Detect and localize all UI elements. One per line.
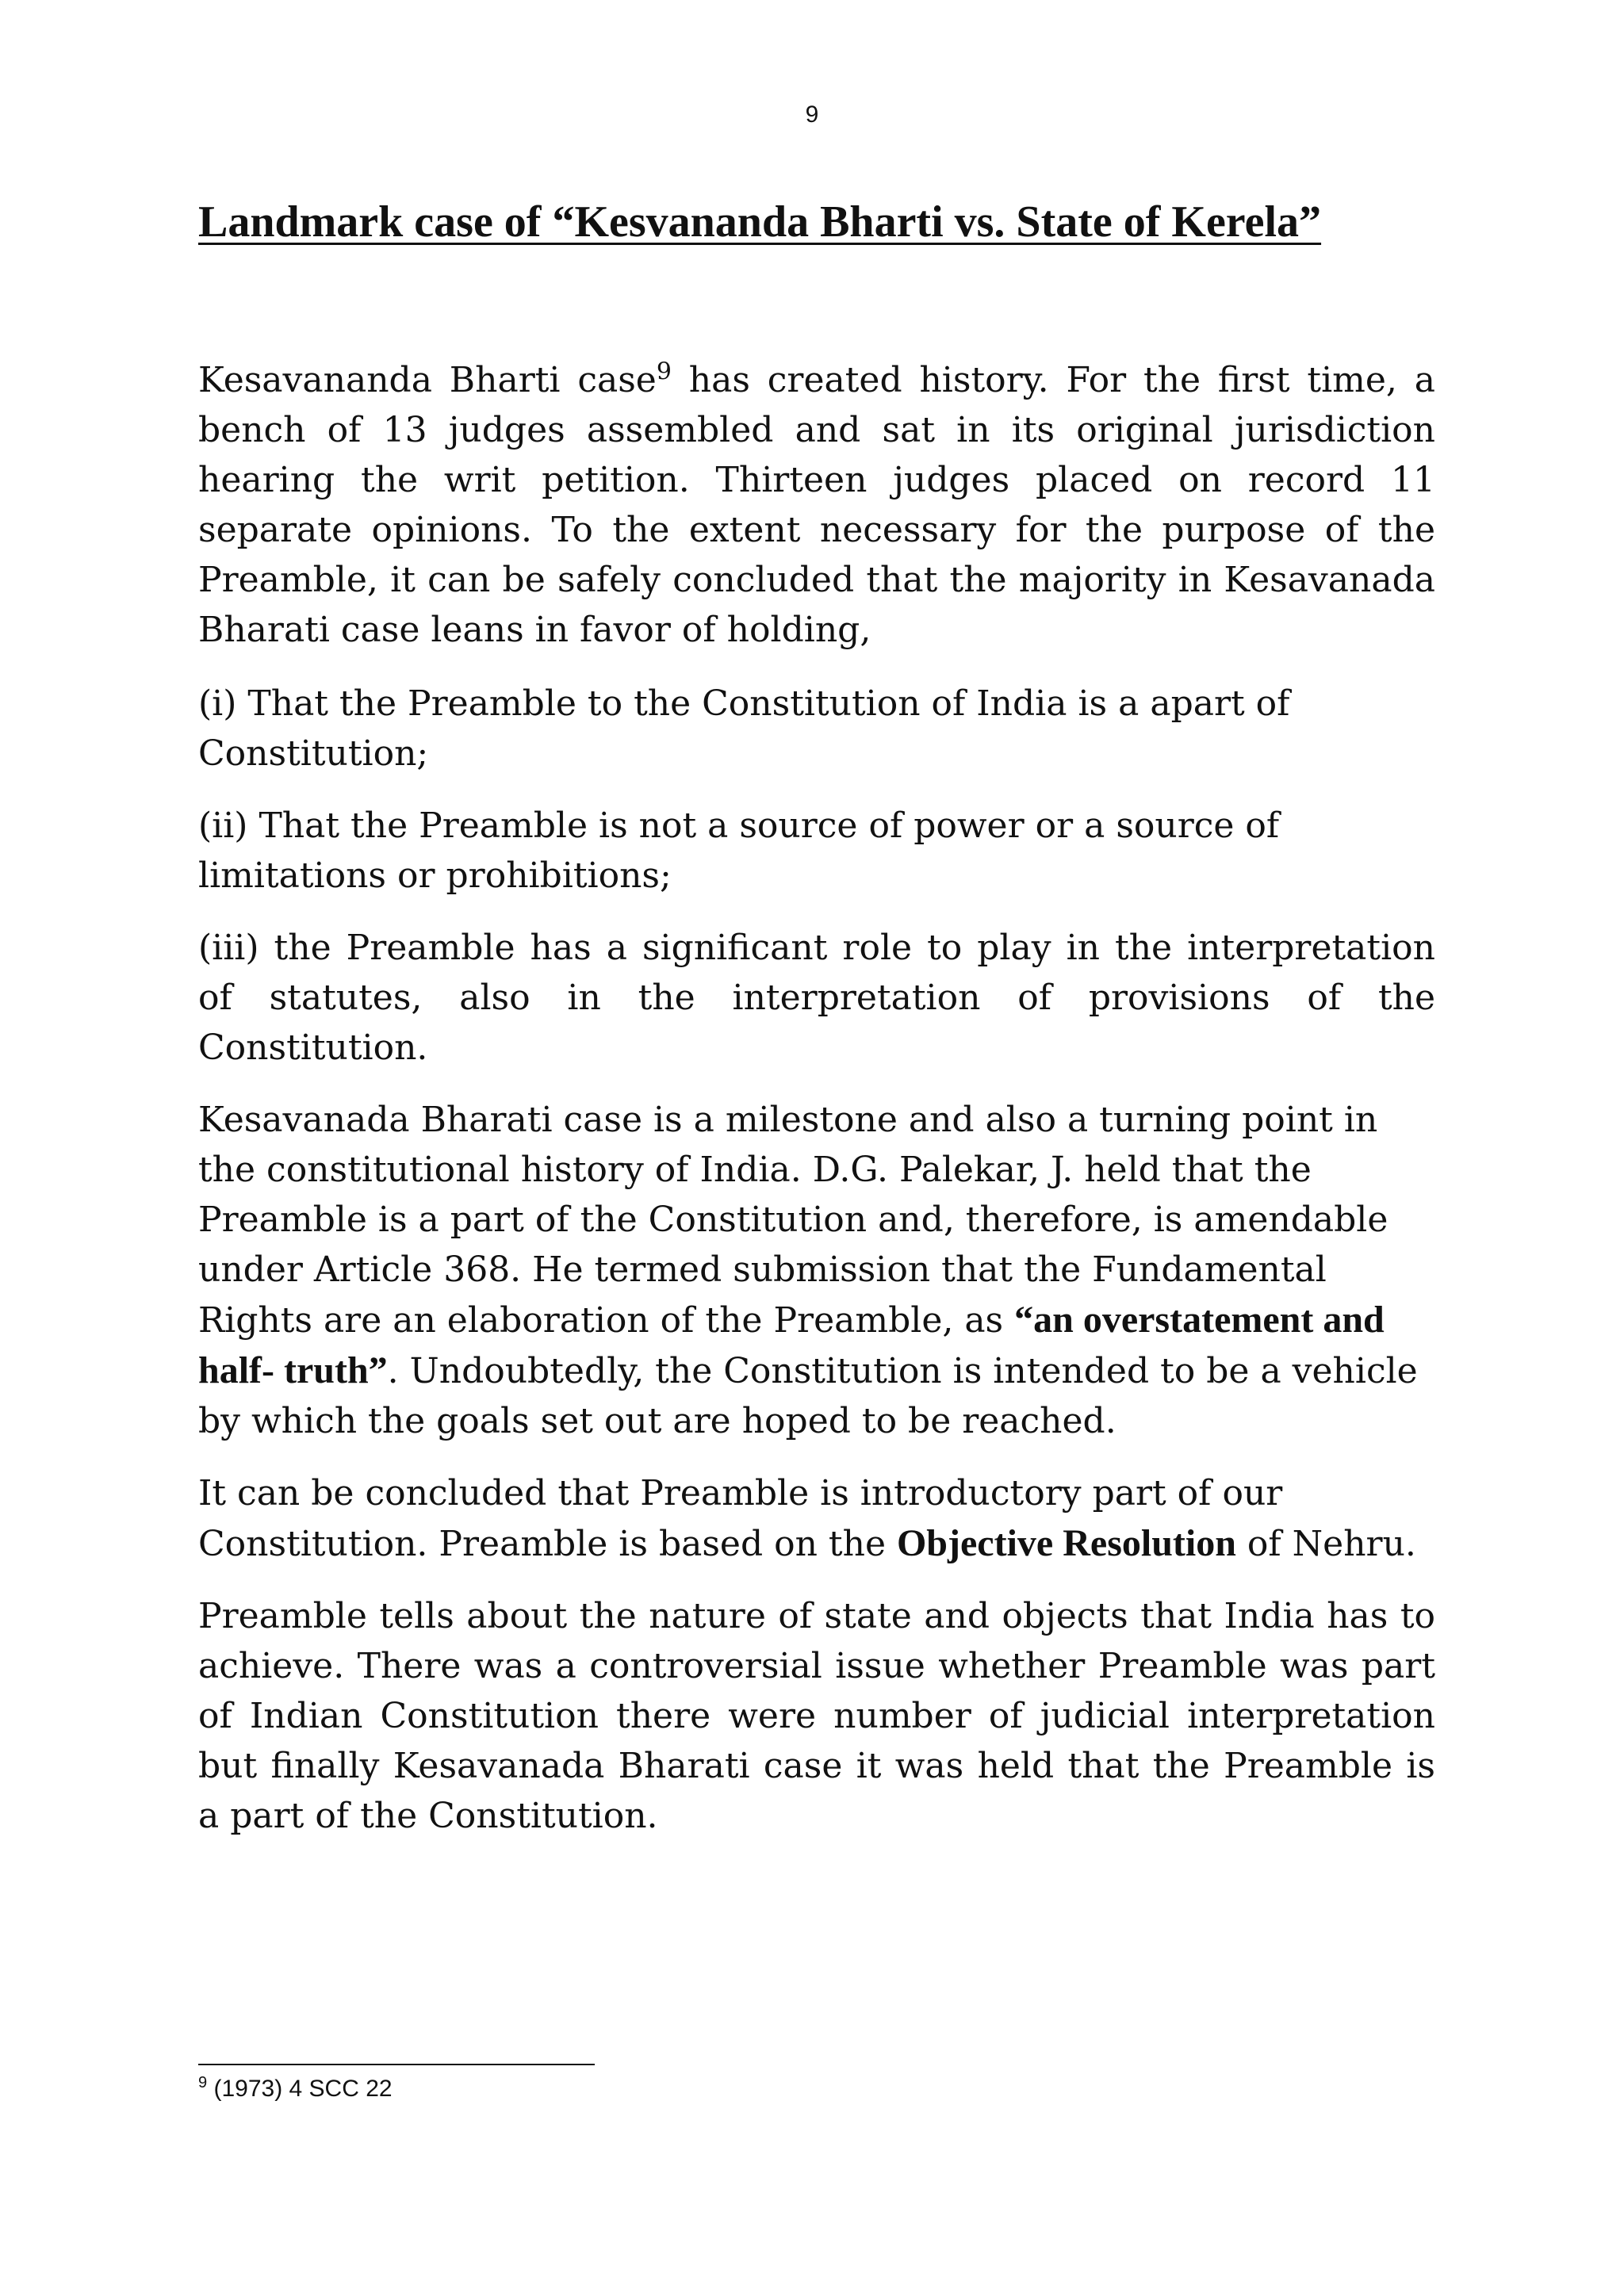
footnote-reference: 9	[656, 358, 672, 386]
intro-paragraph	[198, 355, 1435, 655]
holding-item: (ii) That the Preamble is not a source of power or a source of limitations or prohibitions;	[198, 806, 1280, 896]
conclusion-text-start: It can be concluded that Preamble is introductory part of our Constitution. Preamble is based on the	[198, 1473, 1283, 1564]
footnote	[198, 2076, 393, 2103]
milestone-text-start: Kesavanada Bharati case is a milestone and also a turning point in the constitutional history of India. D.G. Palekar, J. held that the Preamble is a part of the Constitution and, therefore, is amendable under Article 368. He termed submission that the Fundamental Rights are an elaboration of the Preamble, as	[198, 1100, 1388, 1341]
bold-quote: “an overstatement and half- truth”	[198, 1299, 1385, 1391]
holding-item: (iii) the Preamble has a significant role to play in the interpretation of statutes, also in the interpretation of provisions of the Constitution.	[198, 928, 1435, 1068]
footnote-citation: (1973) 4 SCC 22	[207, 2076, 393, 2102]
document-body	[198, 355, 1435, 1865]
milestone-text-rest: . Undoubtedly, the Constitution is intended to be a vehicle by which the goals set out are hoped to be reached.	[198, 1351, 1418, 1441]
intro-text-start: Kesavananda Bharti case	[198, 360, 657, 400]
intro-text-rest: has created history. For the first time, a bench of 13 judges assembled and sat in its original jurisdiction hearing the writ petition. Thirteen judges placed on record 11 separate opinions. To the extent necessary for the purpose of the Preamble, it can be safely concluded that the majority in Kesavanada Bharati case leans in favor of holding,	[198, 360, 1435, 650]
page-title: Landmark case of “Kesvananda Bharti vs. State of Kerela”	[198, 197, 1322, 247]
footnote-marker: 9	[198, 2074, 208, 2091]
conclusion-paragraph	[198, 1468, 1435, 1569]
bold-term: Objective Resolution	[896, 1522, 1236, 1564]
conclusion-text-rest: of Nehru.	[1235, 1524, 1416, 1564]
milestone-paragraph	[198, 1095, 1435, 1446]
nature-paragraph: Preamble tells about the nature of state and objects that India has to achieve. There was a controversial issue whether Preamble was part of Indian Constitution there were number of judicial interpretation but finally Kesavanada Bharati case it was held that the Preamble is a part of the Constitution.	[198, 1596, 1435, 1836]
page-number: 9	[805, 101, 819, 128]
footnote-divider	[198, 2064, 595, 2065]
holding-item: (i) That the Preamble to the Constitution of India is a apart of Constitution;	[198, 683, 1290, 774]
